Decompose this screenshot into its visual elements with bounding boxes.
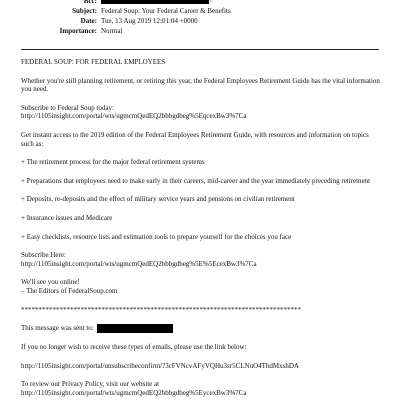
- signoff-line: We'll see you online!: [21, 278, 80, 287]
- privacy-link[interactable]: http://1105insight.com/portal/wts/ugmcmQedEQ2bbbgdbeg%5EycexBw3%7Ca: [21, 388, 247, 397]
- unsubscribe-text: If you no longer wish to receive these types of emails, please use the link below:: [21, 343, 247, 352]
- redacted-bcc: [101, 0, 209, 4]
- subscribe-today-label: Subscribe to Federal Soup today:: [21, 103, 114, 112]
- redacted-recipient: [97, 324, 173, 333]
- email-body: [21, 58, 383, 407]
- access-paragraph: Get instant access to the 2019 edition of the Federal Employees Retirement Guide, with resources and information on topics such as:: [21, 130, 369, 148]
- sent-to-label: This message was sent to:: [21, 324, 94, 333]
- sent-to-line: [21, 324, 383, 333]
- importance-row: [0, 27, 400, 37]
- subscribe-here-label: Subscribe Here:: [21, 251, 66, 260]
- subject-label: Subject:: [72, 7, 97, 15]
- subscribe-today-link[interactable]: http://1105insight.com/portal/wts/ugmcmQedEQ2bbbgdbeg%5EqcexBw3%7Ca: [21, 112, 247, 121]
- bcc-value: >: [101, 0, 212, 7]
- privacy-block: [21, 380, 383, 397]
- date-value: Tue, 13 Aug 2019 12:01:04 +0000: [101, 17, 198, 25]
- topic-item: + Preparations that employees need to make early in their careers, mid-career and the year immediately preceding retirement: [21, 176, 371, 185]
- privacy-text: To review our Privacy Policy, visit our website at: [21, 380, 160, 389]
- topic-item: + Easy checklists, resource lists and estimation tools to prepare yourself for the choices you face: [21, 232, 292, 241]
- subscribe-here-block: [21, 251, 383, 268]
- topic-item: + The retirement process for the major federal retirement systems: [21, 158, 205, 167]
- email-header: [0, 0, 400, 37]
- signoff-block: [21, 278, 383, 295]
- intro-paragraph: Whether you're still planning retirement, or retiring this year, the Federal Employees Retirement Guide has the vital information you need.: [21, 76, 380, 94]
- date-row: [0, 17, 400, 27]
- bcc-label: Bcc:: [83, 0, 97, 5]
- importance-value: Normal: [101, 27, 123, 35]
- editors-signature: – The Editors of FederalSoup.com: [21, 286, 118, 295]
- subscribe-today-block: [21, 104, 383, 121]
- subject-row: [0, 7, 400, 17]
- subject-value: Federal Soup: Your Federal Career & Benefits: [101, 7, 231, 15]
- email-heading: FEDERAL SOUP: FOR FEDERAL EMPLOYEES: [21, 58, 166, 66]
- header-divider: [21, 49, 379, 50]
- topic-item: + Deposits, re-deposits and the effect of military service years and pensions on civilian retirement: [21, 195, 295, 204]
- unsubscribe-link[interactable]: http://1105insight.com/portal/unsubscribeconfirm/?3cFVNcvAFyVQHu3sr5CLNuO4ThdMxshDA: [21, 361, 299, 370]
- importance-label: Importance:: [59, 27, 97, 35]
- date-label: Date:: [80, 17, 97, 25]
- subscribe-here-link[interactable]: http://1105insight.com/portal/wts/ugmcmQedEQ2bbbgdbeg%5E%5EcexBw3%7Ca: [21, 259, 257, 268]
- bcc-row: [0, 0, 400, 7]
- topic-item: + Insurance issues and Medicare: [21, 213, 113, 222]
- star-divider: ********************************************************************************: [21, 305, 301, 314]
